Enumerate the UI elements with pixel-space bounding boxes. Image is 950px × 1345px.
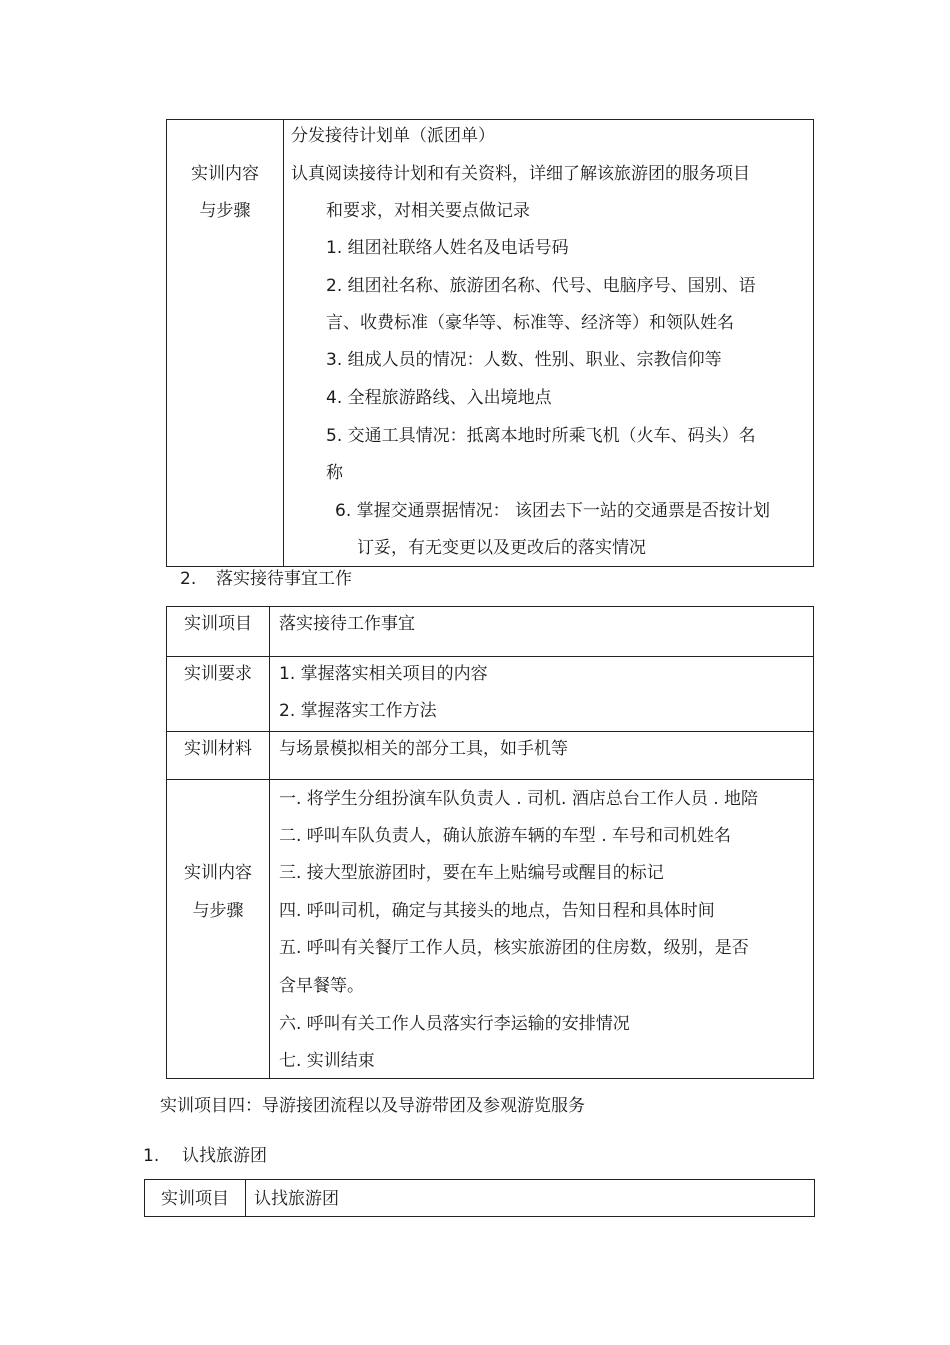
project-4-title: 实训项目四：导游接团流程以及导游带团及参观游览服务 — [160, 1096, 585, 1116]
table-1-content-line: 6. 掌握交通票据情况： 该团去下一站的交通票是否按计划 — [335, 501, 771, 521]
table-2-label-requirements: 实训要求 — [184, 664, 252, 684]
table-1-label-line-2: 与步骤 — [199, 201, 251, 221]
table-2-label-project: 实训项目 — [184, 614, 252, 634]
table-2-label-steps-2: 与步骤 — [192, 901, 244, 921]
table-1-content-line: 2. 组团社名称、旅游团名称、代号、电脑序号、国别、语 — [326, 276, 756, 296]
section-1-number: 1. — [143, 1146, 160, 1166]
section-2-number: 2. — [180, 569, 197, 589]
table-2-step-line: 三. 接大型旅游团时，要在车上贴编号或醒目的标记 — [279, 863, 664, 883]
table-1-content-line: 和要求，对相关要点做记录 — [326, 201, 530, 221]
table-2-row-divider — [166, 731, 814, 732]
table-1-content-line: 言、收费标准（豪华等、标准等、经济等）和领队姓名 — [326, 313, 734, 333]
table-2-step-line: 含早餐等。 — [279, 976, 364, 996]
table-2-step-line: 五. 呼叫有关餐厅工作人员，核实旅游团的住房数，级别，是否 — [279, 938, 749, 958]
table-2-row-divider — [166, 656, 814, 657]
table-2-step-line: 四. 呼叫司机，确定与其接头的地点，告知日程和具体时间 — [279, 901, 715, 921]
section-2-heading: 落实接待事宜工作 — [216, 569, 352, 589]
table-2-step-line: 二. 呼叫车队负责人，确认旅游车辆的车型 . 车号和司机姓名 — [279, 826, 732, 846]
section-1-heading: 认找旅游团 — [182, 1146, 267, 1166]
table-2-divider — [269, 606, 270, 1079]
table-2-step-line: 六. 呼叫有关工作人员落实行李运输的安排情况 — [279, 1014, 630, 1034]
table-1-content-line: 3. 组成人员的情况：人数、性别、职业、宗教信仰等 — [326, 350, 722, 370]
table-1-content-line: 4. 全程旅游路线、入出境地点 — [326, 388, 552, 408]
table-2-step-line: 七. 实训结束 — [279, 1051, 375, 1071]
table-1-divider — [283, 119, 284, 567]
table-1-content-line: 分发接待计划单（派团单） — [291, 126, 495, 146]
table-2-value-requirements: 1. 掌握落实相关项目的内容 — [279, 664, 488, 684]
table-2-step-line: 一. 将学生分组扮演车队负责人 . 司机. 酒店总台工作人员 . 地陪 — [279, 789, 759, 809]
table-1-content-line: 订妥，有无变更以及更改后的落实情况 — [357, 538, 646, 558]
table-1-content-line: 5. 交通工具情况：抵离本地时所乘飞机（火车、码头）名 — [326, 426, 756, 446]
table-3-label: 实训项目 — [161, 1189, 229, 1209]
table-2-label-steps-1: 实训内容 — [184, 863, 252, 883]
table-3-value: 认找旅游团 — [254, 1189, 339, 1209]
table-1-content-line: 认真阅读接待计划和有关资料，详细了解该旅游团的服务项目 — [291, 164, 750, 184]
table-1-content-line: 称 — [326, 463, 343, 483]
table-2-row-divider — [166, 779, 814, 780]
table-2-value-materials: 与场景模拟相关的部分工具，如手机等 — [279, 739, 568, 759]
table-2-value-requirements: 2. 掌握落实工作方法 — [279, 701, 437, 721]
table-1-content-line: 1. 组团社联络人姓名及电话号码 — [326, 238, 569, 258]
table-3-divider — [245, 1179, 246, 1217]
table-2-value-project: 落实接待工作事宜 — [279, 614, 415, 634]
table-2-label-materials: 实训材料 — [184, 739, 252, 759]
table-1-label-line-1: 实训内容 — [191, 164, 259, 184]
